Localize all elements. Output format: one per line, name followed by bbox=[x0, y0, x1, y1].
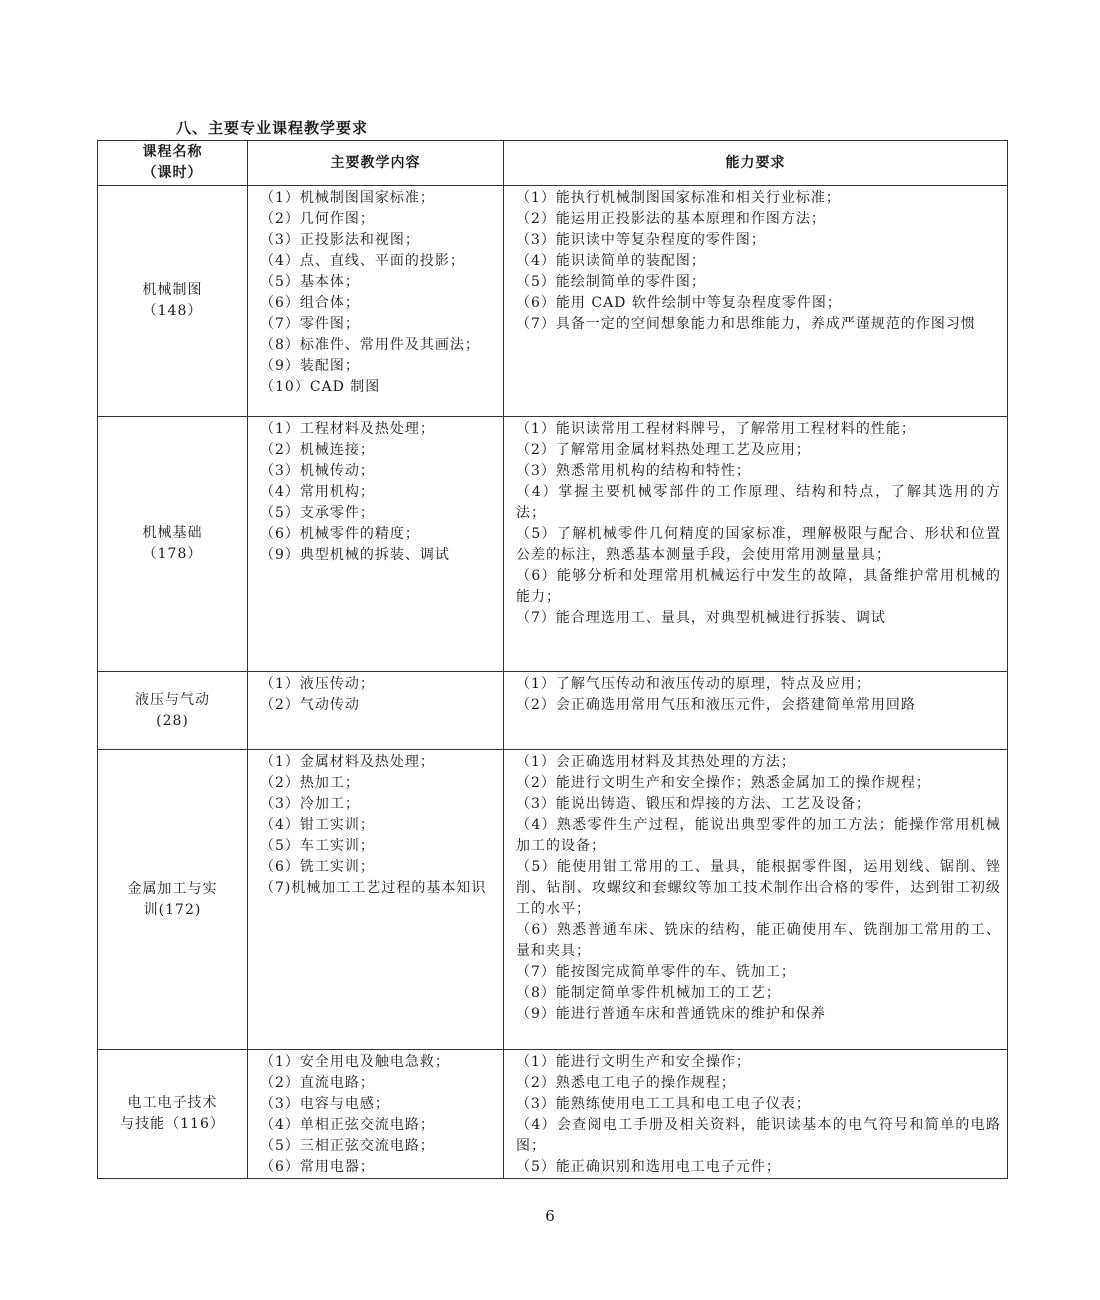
course-hours: （178） bbox=[142, 546, 203, 562]
ability-item: （6）熟悉普通车床、铣床的结构，能正确使用车、铣削加工常用的工、量和夹具； bbox=[516, 922, 1001, 959]
course-name: 机械制图 bbox=[142, 282, 203, 298]
page-number: 6 bbox=[545, 1207, 555, 1225]
course-hours: 与技能（116） bbox=[120, 1116, 225, 1132]
content-cell bbox=[248, 186, 504, 417]
course-name: 电工电子技术 bbox=[127, 1095, 218, 1111]
content-item: （2）机械连接； bbox=[260, 442, 375, 458]
table-row bbox=[98, 672, 1008, 750]
ability-cell bbox=[504, 417, 1008, 672]
ability-item: （1）会正确选用材料及其热处理的方法； bbox=[516, 754, 796, 770]
ability-item: （6）能用 CAD 软件绘制中等复杂程度零件图； bbox=[516, 295, 842, 311]
ability-item: （3）能熟练使用电工工具和电工电子仪表； bbox=[516, 1096, 811, 1112]
ability-cell bbox=[504, 186, 1008, 417]
course-cell bbox=[98, 750, 248, 1050]
ability-item: （5）能正确识别和选用电工电子元件； bbox=[516, 1159, 781, 1175]
course-name: 液压与气动 bbox=[135, 691, 210, 708]
content-item: （2）几何作图； bbox=[260, 211, 375, 227]
ability-item: （9）能进行普通车床和普通铣床的维护和保养 bbox=[516, 1006, 826, 1022]
content-item: （9）典型机械的拆装、调试 bbox=[260, 547, 450, 563]
content-item: （5）基本体； bbox=[260, 274, 360, 290]
ability-item: （2）能运用正投影法的基本原理和作图方法； bbox=[516, 211, 826, 227]
ability-cell bbox=[504, 750, 1008, 1050]
content-item: （3）电容与电感； bbox=[260, 1096, 390, 1112]
table-header-row bbox=[98, 141, 1008, 186]
ability-item: （5）能使用钳工常用的工、量具，能根据零件图，运用划线、锯削、锉削、钻削、攻螺纹和套螺纹等加工技术制作出合格的零件，达到钳工初级工的水平； bbox=[516, 859, 1001, 917]
course-cell bbox=[98, 672, 248, 750]
ability-item: （6）能够分析和处理常用机械运行中发生的故障，具备维护常用机械的能力； bbox=[516, 568, 1001, 605]
content-item: （6）常用电器； bbox=[260, 1159, 375, 1175]
table-row bbox=[98, 186, 1008, 417]
course-name: 金属加工与实 bbox=[127, 880, 218, 897]
ability-cell bbox=[504, 672, 1008, 750]
content-item: （1）机械制图国家标准； bbox=[260, 190, 435, 206]
content-item: （4）常用机构； bbox=[260, 484, 375, 500]
content-item: （1）液压传动； bbox=[260, 676, 375, 692]
header-course-name: 课程名称 bbox=[142, 144, 203, 160]
content-cell bbox=[248, 417, 504, 672]
course-hours: (28) bbox=[156, 712, 189, 729]
content-item: （4）钳工实训； bbox=[260, 817, 375, 833]
content-cell bbox=[248, 750, 504, 1050]
content-item: （5）三相正弦交流电路； bbox=[260, 1138, 435, 1154]
ability-item: （7）能按图完成简单零件的车、铣加工； bbox=[516, 964, 796, 980]
content-item: （3）正投影法和视图； bbox=[260, 232, 420, 248]
table-row bbox=[98, 1050, 1008, 1179]
ability-item: （3）熟悉常用机构的结构和特性； bbox=[516, 463, 751, 479]
content-item: （7)机械加工工艺过程的基本知识 bbox=[260, 880, 487, 896]
ability-item: （2）会正确选用常用气压和液压元件，会搭建简单常用回路 bbox=[516, 697, 916, 713]
header-course bbox=[98, 141, 248, 186]
content-cell bbox=[248, 1050, 504, 1179]
ability-item: （1）了解气压传动和液压传动的原理，特点及应用； bbox=[516, 676, 871, 692]
content-item: （6）组合体； bbox=[260, 295, 360, 311]
ability-item: （1）能执行机械制图国家标准和相关行业标准； bbox=[516, 190, 841, 206]
ability-item: （1）能识读常用工程材料牌号，了解常用工程材料的性能； bbox=[516, 421, 916, 437]
ability-item: （1）能进行文明生产和安全操作； bbox=[516, 1054, 751, 1070]
content-cell bbox=[248, 672, 504, 750]
ability-item: （3）能说出铸造、锻压和焊接的方法、工艺及设备； bbox=[516, 796, 871, 812]
ability-item: （8）能制定简单零件机械加工的工艺； bbox=[516, 985, 781, 1001]
content-item: （5）车工实训； bbox=[260, 838, 375, 854]
course-name: 机械基础 bbox=[142, 525, 203, 541]
ability-item: （5）了解机械零件几何精度的国家标准，理解极限与配合、形状和位置公差的标注，熟悉基本测量手段，会使用常用测量量具； bbox=[516, 526, 1001, 563]
content-item: （9）装配图； bbox=[260, 358, 360, 374]
content-item: （5）支承零件； bbox=[260, 505, 375, 521]
header-content: 主要教学内容 bbox=[248, 141, 504, 186]
content-item: （4）单相正弦交流电路； bbox=[260, 1117, 435, 1133]
ability-item: （2）了解常用金属材料热处理工艺及应用； bbox=[516, 442, 811, 458]
content-item: （3）冷加工； bbox=[260, 796, 360, 812]
course-hours: 训(172) bbox=[143, 901, 202, 918]
course-hours: （148） bbox=[142, 303, 203, 319]
ability-item: （4）掌握主要机械零部件的工作原理、结构和特点，了解其选用的方法； bbox=[516, 484, 1001, 521]
ability-cell bbox=[504, 1050, 1008, 1179]
content-item: （10）CAD 制图 bbox=[260, 379, 381, 395]
content-item: （7）零件图； bbox=[260, 316, 360, 332]
header-ability: 能力要求 bbox=[504, 141, 1008, 186]
course-requirements-table bbox=[97, 140, 1008, 1179]
content-item: （1）安全用电及触电急救； bbox=[260, 1054, 450, 1070]
content-item: （4）点、直线、平面的投影； bbox=[260, 253, 465, 269]
content-item: （3）机械传动； bbox=[260, 463, 375, 479]
course-cell bbox=[98, 186, 248, 417]
course-cell bbox=[98, 417, 248, 672]
content-item: （1）金属材料及热处理； bbox=[260, 754, 435, 770]
content-item: （2）气动传动 bbox=[260, 697, 360, 713]
content-item: （6）机械零件的精度； bbox=[260, 526, 420, 542]
ability-item: （7）能合理选用工、量具，对典型机械进行拆装、调试 bbox=[516, 610, 886, 626]
content-item: （2）热加工； bbox=[260, 775, 360, 791]
ability-item: （5）能绘制简单的零件图； bbox=[516, 274, 706, 290]
content-item: （6）铣工实训； bbox=[260, 859, 375, 875]
content-item: （2）直流电路； bbox=[260, 1075, 375, 1091]
content-item: （8）标准件、常用件及其画法； bbox=[260, 337, 480, 353]
ability-item: （4）熟悉零件生产过程，能说出典型零件的加工方法；能操作常用机械加工的设备； bbox=[516, 817, 1001, 854]
header-course-hours: （课时） bbox=[142, 165, 203, 181]
ability-item: （2）熟悉电工电子的操作规程； bbox=[516, 1075, 736, 1091]
section-title: 八、主要专业课程教学要求 bbox=[176, 119, 369, 137]
ability-item: （4）能识读简单的装配图； bbox=[516, 253, 706, 269]
ability-item: （4）会查阅电工手册及相关资料，能识读基本的电气符号和简单的电路图； bbox=[516, 1117, 1001, 1154]
table-row bbox=[98, 750, 1008, 1050]
ability-item: （7）具备一定的空间想象能力和思维能力，养成严谨规范的作图习惯 bbox=[516, 316, 976, 332]
content-item: （1）工程材料及热处理； bbox=[260, 421, 435, 437]
ability-item: （2）能进行文明生产和安全操作；熟悉金属加工的操作规程； bbox=[516, 775, 931, 791]
ability-item: （3）能识读中等复杂程度的零件图； bbox=[516, 232, 766, 248]
course-cell bbox=[98, 1050, 248, 1179]
table-row bbox=[98, 417, 1008, 672]
